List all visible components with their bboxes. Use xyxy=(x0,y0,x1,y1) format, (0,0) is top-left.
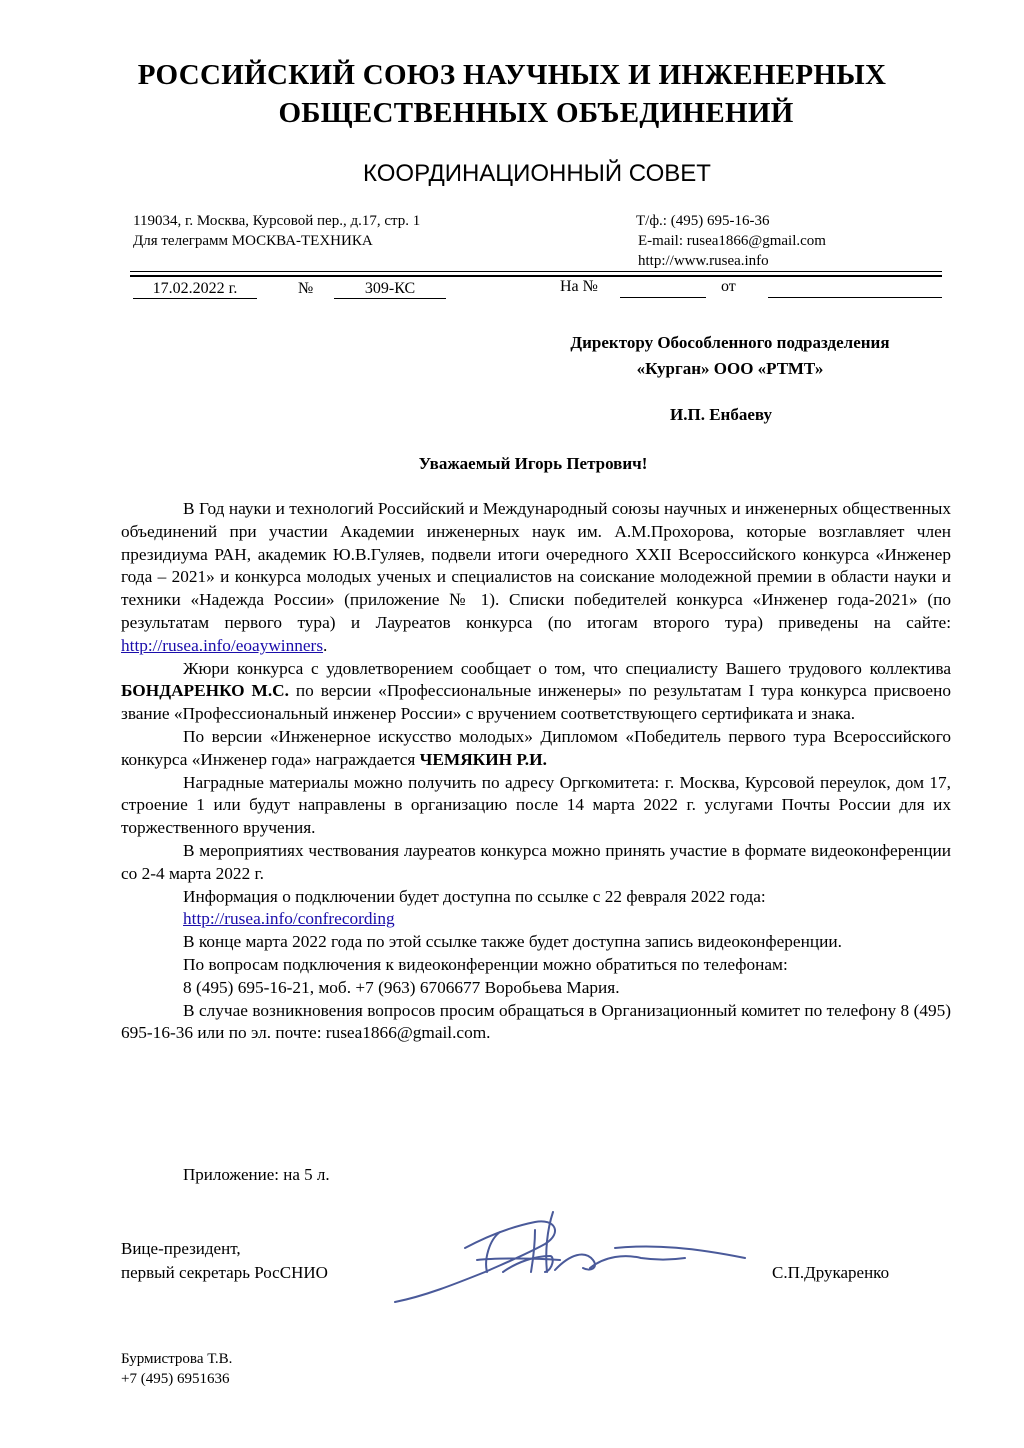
paragraph-1 xyxy=(121,498,951,658)
addressee-line1: Директору Обособленного подразделения xyxy=(570,333,890,352)
telegram-address: Для телеграмм МОСКВА-ТЕХНИКА xyxy=(133,233,373,249)
signer-position-line1: Вице-президент, xyxy=(121,1239,241,1258)
ref-number-label: На № xyxy=(560,278,598,295)
addressee-name: И.П. Енбаеву xyxy=(670,405,772,424)
council-title: КООРДИНАЦИОННЫЙ СОВЕТ xyxy=(363,160,711,187)
paragraph-1-end: . xyxy=(323,635,328,655)
letter-number: 309-КС xyxy=(334,280,446,299)
paragraph-2-text-b: по версии «Профессиональные инженеры» по результатам I тура конкурса присвоено звание «Профессиональный инженер России» с вручением соответствующего сертификата и знака. xyxy=(121,681,951,724)
paragraph-2 xyxy=(121,658,951,726)
org-title-line2: ОБЩЕСТВЕННЫХ ОБЪЕДИНЕНИЙ xyxy=(278,97,794,129)
addressee-line2: «Курган» ООО «РТМТ» xyxy=(636,359,824,378)
executor-phone: +7 (495) 6951636 xyxy=(121,1371,230,1387)
winners-link[interactable]: http://rusea.info/eoaywinners xyxy=(121,635,324,655)
paragraph-2-text-a: Жюри конкурса с удовлетворением сообщает о том, что специалисту Вашего трудового коллектива xyxy=(183,658,951,678)
paragraph-8-phones: 8 (495) 695-16-21, моб. +7 (963) 6706677 Воробьева Мария. xyxy=(183,977,620,997)
awardee-1: БОНДАРЕНКО М.С. xyxy=(121,681,289,701)
paragraph-6: Информация о подключении будет доступна по ссылке с 22 февраля 2022 года: xyxy=(183,886,766,906)
org-title-line1: РОССИЙСКИЙ СОЮЗ НАУЧНЫХ И ИНЖЕНЕРНЫХ xyxy=(137,59,887,91)
email: E-mail: rusea1866@gmail.com xyxy=(638,233,826,249)
letter-date: 17.02.2022 г. xyxy=(133,280,257,299)
confrecording-link[interactable]: http://rusea.info/confrecording xyxy=(183,909,395,929)
paragraph-1-text: В Год науки и технологий Российский и Международный союзы научных и инженерных общественных объединений при участии Академии инженерных наук им. А.М.Прохорова, которые возглавляет член президиума РАН, академик Ю.В.Гуляев, подвели итоги очередного XXII Всероссийского конкурса «Инженер года – 2021» и конкурса молодых ученых и специалистов на соискание молодежной премии в области науки и техники «Надежда России» (приложение № 1). Списки победителей конкурса «Инженер года-2021» (по результатам первого тура) и Лауреатов конкурса (по итогам второго тура) приведены на сайте: xyxy=(121,499,951,632)
header-rule-thick xyxy=(130,275,942,277)
ref-date-label: от xyxy=(721,278,736,295)
paragraph-8: По вопросам подключения к видеоконференции можно обратиться по телефонам: xyxy=(183,954,788,974)
paragraph-7: В конце марта 2022 года по этой ссылке также будет доступна запись видеоконференции. xyxy=(183,932,842,952)
attachment-note: Приложение: на 5 л. xyxy=(183,1165,330,1184)
paragraph-9: В случае возникновения вопросов просим обращаться в Организационный комитет по телефону 8 (495) 695-16-36 или по эл. почте: rusea1866@gmail.com. xyxy=(121,1000,951,1043)
website: http://www.rusea.info xyxy=(638,253,769,269)
paragraph-6-link-line xyxy=(121,908,951,931)
signer-position-line2: первый секретарь РосСНИО xyxy=(121,1263,328,1282)
paragraph-5: В мероприятиях чествования лауреатов конкурса можно принять участие в формате видеоконференции со 2-4 марта 2022 г. xyxy=(121,840,951,883)
header-rule-thin xyxy=(130,271,942,272)
salutation: Уважаемый Игорь Петрович! xyxy=(418,454,648,473)
number-label: № xyxy=(298,280,314,297)
paragraph-3 xyxy=(121,726,951,772)
address: 119034, г. Москва, Курсовой пер., д.17, стр. 1 xyxy=(133,213,421,229)
phone-fax: Т/ф.: (495) 695-16-36 xyxy=(636,213,770,229)
executor-name: Бурмистрова Т.В. xyxy=(121,1351,233,1367)
awardee-2: ЧЕМЯКИН Р.И. xyxy=(419,749,547,769)
paragraph-3-text: По версии «Инженерное искусство молодых» Дипломом «Победитель первого тура Всероссийского конкурса «Инженер года» награждается xyxy=(121,726,951,769)
signer-name: С.П.Друкаренко xyxy=(772,1263,890,1282)
letter-body xyxy=(121,498,951,1045)
handwritten-signature xyxy=(385,1200,755,1310)
addressee-position xyxy=(520,330,940,382)
ref-number-blank xyxy=(620,297,706,298)
ref-date-blank xyxy=(768,297,942,298)
paragraph-4: Наградные материалы можно получить по адресу Оргкомитета: г. Москва, Курсовой переулок, дом 17, строение 1 или будут направлены в организацию после 14 марта 2022 г. услугами Почты России для их торжественного вручения. xyxy=(121,772,951,838)
